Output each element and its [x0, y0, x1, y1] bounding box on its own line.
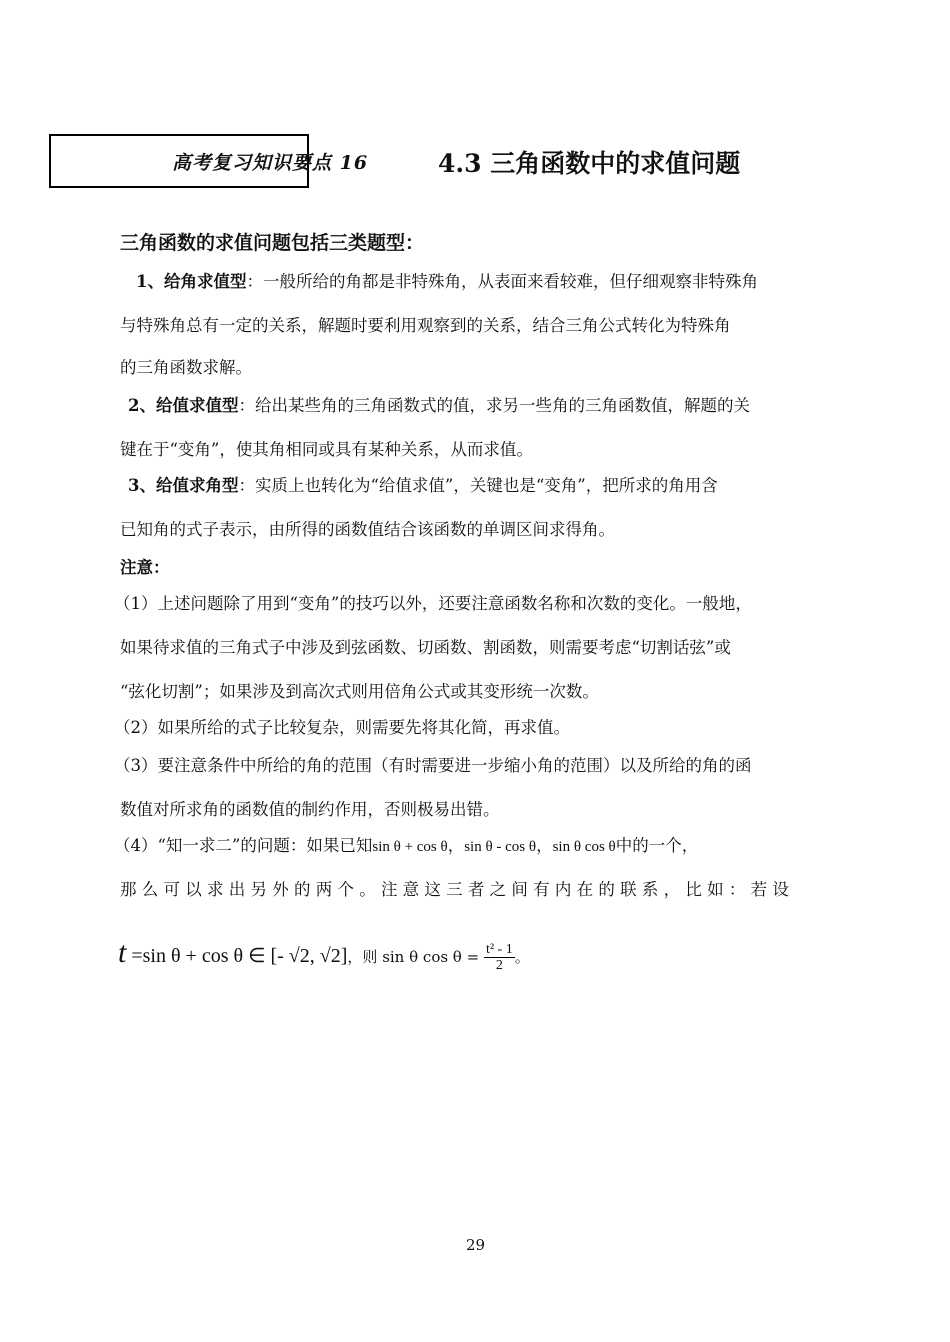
page-number: 29	[466, 1236, 486, 1254]
formula-main: =sin θ + cos θ ∈ [- √2, √2]	[126, 945, 348, 967]
type3-line1	[128, 472, 718, 496]
note4-expr3: sin θ cos θ	[552, 839, 616, 855]
note4-sep2: ，	[536, 836, 553, 855]
note4-expr2: sin θ - cos θ	[464, 839, 537, 855]
intro-heading: 三角函数的求值问题包括三类题型：	[120, 232, 425, 254]
formula-end: 。	[514, 948, 530, 966]
note3-line2: 数值对所求角的函数值的制约作用，否则极易出错。	[120, 800, 500, 819]
note1-line1: （1）上述问题除了用到“变角”的技巧以外，还要注意函数名称和次数的变化。一般地，	[114, 594, 752, 613]
type3-text: ：实质上也转化为“给值求值”，关键也是“变角”，把所求的角用含	[238, 476, 718, 495]
page-title: 4.3 三角函数中的求值问题	[438, 149, 741, 178]
fraction-numerator: t² - 1	[485, 942, 513, 957]
note2: （2）如果所给的式子比较复杂，则需要先将其化简，再求值。	[114, 718, 570, 737]
type1-line1	[136, 268, 758, 292]
note4-line1	[114, 832, 698, 856]
note4-line2: 那 么 可 以 求 出 另 外 的 两 个 。 注 意 这 三 者 之 间 有 内 在 的 联 系 ， 比 如 ： 若 设	[120, 880, 789, 899]
formula-fraction	[484, 942, 515, 973]
type3-label: 3、给值求角型	[128, 476, 239, 495]
note4-suffix: 中的一个，	[615, 836, 699, 855]
formula-line	[118, 936, 530, 973]
note4-sep1: ，	[447, 836, 465, 855]
fraction-denominator: 2	[495, 958, 503, 973]
note1-line2: 如果待求值的三角式子中涉及到弦函数、切函数、割函数，则需要考虑“切割话弦”或	[120, 638, 731, 657]
note-heading: 注意：	[120, 558, 170, 577]
type1-label: 1、给角求值型	[136, 272, 247, 291]
type2-line2: 键在于“变角”，使其角相同或具有某种关系，从而求值。	[120, 440, 533, 459]
note4-prefix: （4）“知一求二”的问题：如果已知	[114, 836, 373, 855]
type1-text: ：一般所给的角都是非特殊角，从表面来看较难，但仔细观察非特殊角	[246, 272, 758, 291]
note1-line3: “弦化切割”；如果涉及到高次式则用倍角公式或其变形统一次数。	[120, 682, 599, 701]
type2-text: ：给出某些角的三角函数式的值，求另一些角的三角函数值，解题的关	[238, 396, 750, 415]
formula-t: t	[118, 936, 127, 969]
formula-mid: ，则 sin θ cos θ =	[347, 948, 484, 966]
type1-line2: 与特殊角总有一定的关系，解题时要利用观察到的关系，结合三角公式转化为特殊角	[120, 316, 731, 335]
header-kicker: 高考复习知识要点 16	[172, 152, 369, 174]
type3-line2: 已知角的式子表示，由所得的函数值结合该函数的单调区间求得角。	[120, 520, 615, 539]
note4-expr1: sin θ + cos θ	[372, 839, 448, 855]
note3-line1: （3）要注意条件中所给的角的范围（有时需要进一步缩小角的范围）以及所给的角的函	[114, 756, 752, 775]
type1-line3: 的三角函数求解。	[120, 358, 252, 377]
type2-line1	[128, 392, 750, 416]
type2-label: 2、给值求值型	[128, 396, 239, 415]
